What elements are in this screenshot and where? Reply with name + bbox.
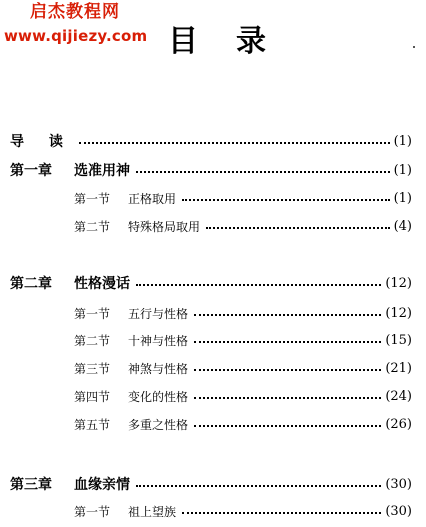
section-title: 十神与性格 xyxy=(128,333,189,348)
section-page-number: (1) xyxy=(393,190,412,206)
section-page-number: (24) xyxy=(385,388,412,404)
leader-dots xyxy=(136,485,381,487)
toc-chapter-entry xyxy=(10,160,412,180)
section-title: 特殊格局取用 xyxy=(128,219,201,234)
chapter-number: 第二章 xyxy=(10,276,52,292)
leader-dots xyxy=(194,314,381,316)
page-title: 目录 xyxy=(168,24,304,59)
section-number: 第二节 xyxy=(74,219,111,234)
toc-section-entry xyxy=(74,303,412,323)
section-title: 正格取用 xyxy=(128,191,177,206)
toc-section-entry xyxy=(74,414,412,434)
toc-section-entry xyxy=(74,330,412,350)
section-title: 祖上望族 xyxy=(128,504,177,519)
section-number: 第一节 xyxy=(74,306,111,321)
leader-dots xyxy=(194,397,381,399)
toc-chapter-entry xyxy=(10,131,412,151)
leader-dots xyxy=(194,425,381,427)
toc-section-entry xyxy=(74,188,412,208)
section-page-number: (15) xyxy=(385,332,412,348)
chapter-page-number: (12) xyxy=(385,275,412,291)
chapter-page-number: (1) xyxy=(393,162,412,178)
chapter-page-number: (30) xyxy=(385,476,412,492)
watermark-url: www.qijiezy.com xyxy=(4,27,148,45)
toc-section-entry xyxy=(74,216,412,236)
toc-section-entry xyxy=(74,386,412,406)
section-page-number: (26) xyxy=(385,416,412,432)
chapter-number: 导 读 xyxy=(10,134,73,150)
section-page-number: (21) xyxy=(385,360,412,376)
chapter-number: 第三章 xyxy=(10,477,52,493)
leader-dots xyxy=(194,369,381,371)
section-number: 第四节 xyxy=(74,389,111,404)
section-number: 第五节 xyxy=(74,417,111,432)
watermark-site-name: 启杰教程网 xyxy=(30,2,120,22)
chapter-number: 第一章 xyxy=(10,163,52,179)
section-page-number: (4) xyxy=(393,218,412,234)
chapter-title: 性格漫话 xyxy=(74,276,130,292)
section-number: 第一节 xyxy=(74,191,111,206)
section-title: 五行与性格 xyxy=(128,306,189,321)
toc-chapter-entry xyxy=(10,474,412,494)
section-page-number: (30) xyxy=(385,503,412,519)
leader-dots xyxy=(136,284,381,286)
toc-chapter-entry xyxy=(10,273,412,293)
leader-dots xyxy=(206,227,390,229)
toc-section-entry xyxy=(74,358,412,378)
chapter-page-number: (1) xyxy=(393,133,412,149)
leader-dots xyxy=(136,171,390,173)
section-number: 第二节 xyxy=(74,333,111,348)
chapter-title: 血缘亲情 xyxy=(74,477,130,493)
leader-dots xyxy=(182,512,381,514)
section-page-number: (12) xyxy=(385,305,412,321)
section-title: 多重之性格 xyxy=(128,417,189,432)
leader-dots xyxy=(182,199,390,201)
chapter-title: 选准用神 xyxy=(74,163,130,179)
leader-dots xyxy=(79,142,390,144)
leader-dots xyxy=(194,341,381,343)
section-title: 神煞与性格 xyxy=(128,361,189,376)
section-number: 第三节 xyxy=(74,361,111,376)
section-number: 第一节 xyxy=(74,504,111,519)
section-title: 变化的性格 xyxy=(128,389,189,404)
toc-section-entry xyxy=(74,501,412,521)
